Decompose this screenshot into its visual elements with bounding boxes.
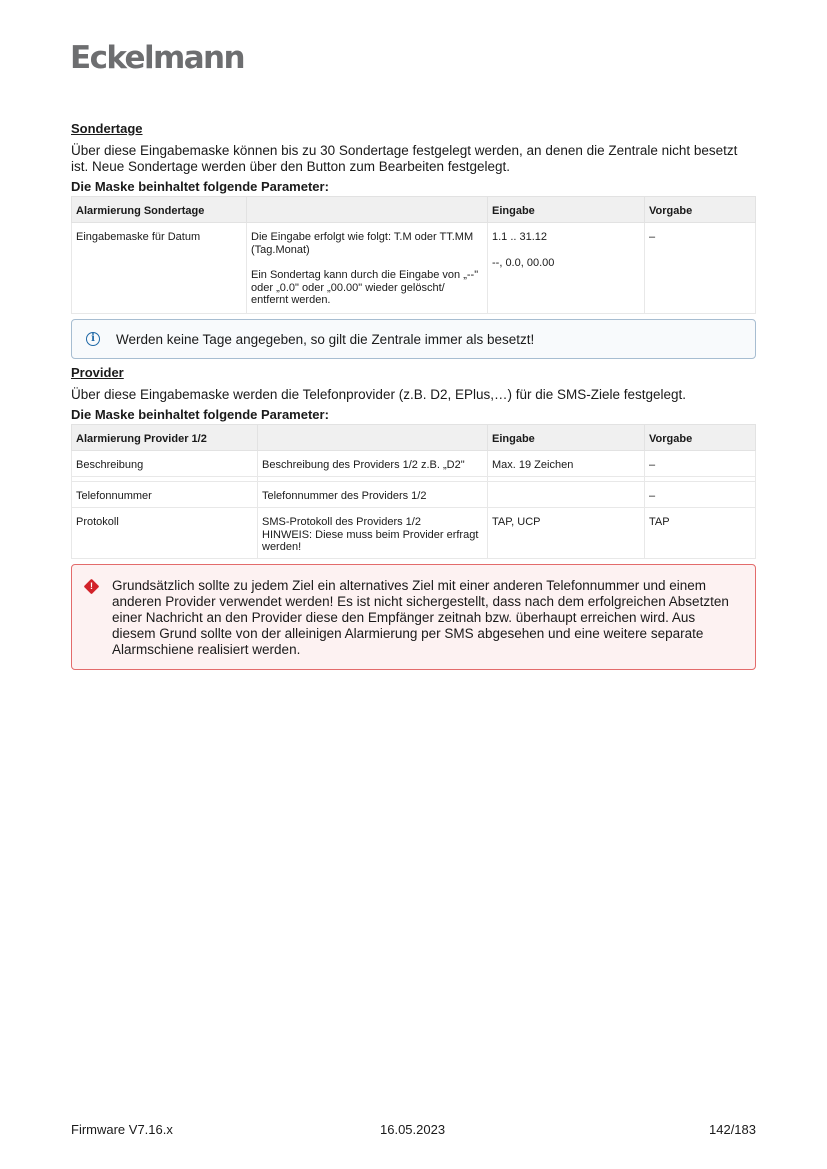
param-default: – <box>645 482 756 508</box>
param-description: SMS-Protokoll des Providers 1/2 HINWEIS: Diese muss beim Provider erfragt werden! <box>258 508 488 559</box>
main-content <box>71 121 756 670</box>
table-row <box>72 451 756 477</box>
table-row <box>72 508 756 559</box>
table-row <box>72 223 756 314</box>
column-header: Eingabe <box>488 425 645 451</box>
warning-box <box>71 564 756 670</box>
param-default: – <box>645 451 756 477</box>
param-description-line: Die Eingabe erfolgt wie folgt: T.M oder TT.MM (Tag.Monat) <box>251 231 474 256</box>
info-box <box>71 319 756 359</box>
param-input: TAP, UCP <box>488 508 645 559</box>
param-name: Eingabemaske für Datum <box>72 223 247 314</box>
param-input-line: 1.1 .. 31.12 <box>492 231 548 243</box>
info-icon: i <box>86 332 100 346</box>
provider-description: Über diese Eingabemaske werden die Telefonprovider (z.B. D2, EPlus,…) für die SMS-Ziele festgelegt. <box>71 387 687 402</box>
provider-params-label: Die Maske beinhaltet folgende Parameter: <box>71 407 329 422</box>
footer-firmware: Firmware V7.16.x <box>71 1122 173 1137</box>
column-header: Vorgabe <box>645 425 756 451</box>
table-header-row <box>72 197 756 223</box>
footer-date: 16.05.2023 <box>380 1122 446 1137</box>
param-name: Beschreibung <box>72 451 258 477</box>
warning-text: Grundsätzlich sollte zu jedem Ziel ein alternatives Ziel mit einer anderen Telefonnummer und einem anderen Provider verwendet werden! Es ist nicht sichergestellt, dass nach dem erfolgreichen Absetzten einer Nachricht an den Provider diese den Empfänger zeitnah bzw. überhaupt erreichen wird. Aus diesem Grund sollte von der alleinigen Alarmierung per SMS abgesehen und eine weitere separate Alarmschiene realisiert werden. <box>112 578 729 657</box>
param-default: – <box>645 223 756 314</box>
sondertage-description: Über diese Eingabemaske können bis zu 30 Sondertage festgelegt werden, an denen die Zentrale nicht besetzt ist. Neue Sondertage werden über den Button zum Bearbeiten festgelegt. <box>71 143 738 174</box>
param-input <box>488 223 645 314</box>
param-name: Telefonnummer <box>72 482 258 508</box>
provider-table <box>71 424 756 559</box>
warning-icon: ! <box>84 579 100 595</box>
column-header <box>258 425 488 451</box>
column-header: Alarmierung Sondertage <box>72 197 247 223</box>
table-row <box>72 482 756 508</box>
column-header: Alarmierung Provider 1/2 <box>72 425 258 451</box>
column-header: Eingabe <box>488 197 645 223</box>
param-input-line: --, 0.0, 00.00 <box>492 256 555 269</box>
column-header <box>247 197 488 223</box>
param-description-line: Ein Sondertag kann durch die Eingabe von „--" oder „0.0" oder „00.00" wieder gelöscht/ entfernt werden. <box>251 269 479 306</box>
param-description: Beschreibung des Providers 1/2 z.B. „D2" <box>258 451 488 477</box>
param-name: Protokoll <box>72 508 258 559</box>
column-header: Vorgabe <box>645 197 756 223</box>
table-header-row <box>72 425 756 451</box>
param-input <box>488 482 645 508</box>
section-title-provider: Provider <box>71 365 124 380</box>
sondertage-table <box>71 196 756 314</box>
section-title-sondertage: Sondertage <box>71 121 143 136</box>
param-description: Telefonnummer des Providers 1/2 <box>258 482 488 508</box>
param-input: Max. 19 Zeichen <box>488 451 645 477</box>
eckelmann-logo: Eckelmann <box>70 40 244 76</box>
param-default: TAP <box>645 508 756 559</box>
param-description <box>247 223 488 314</box>
sondertage-params-label: Die Maske beinhaltet folgende Parameter: <box>71 179 329 194</box>
info-text: Werden keine Tage angegeben, so gilt die Zentrale immer als besetzt! <box>116 331 535 347</box>
footer-page-number: 142/183 <box>709 1122 756 1137</box>
